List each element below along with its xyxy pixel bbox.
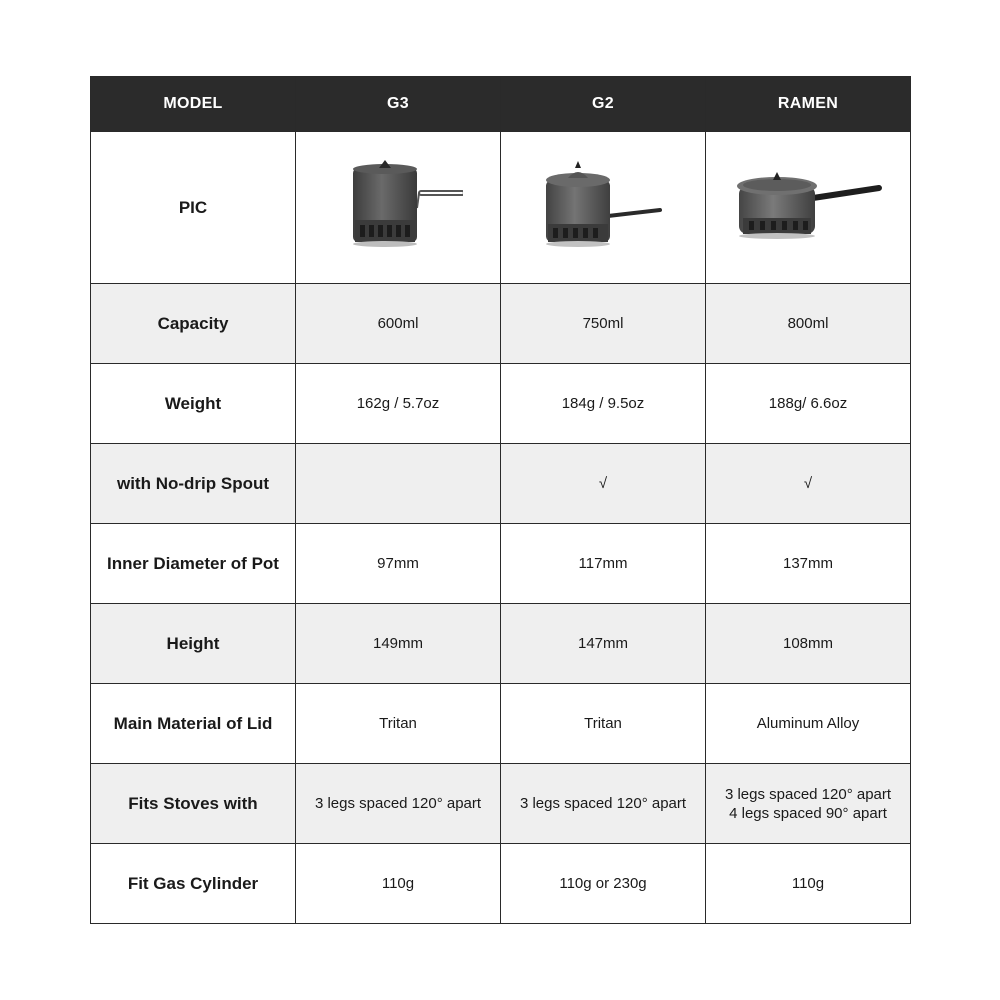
kettle-pot-with-spout-icon bbox=[538, 158, 668, 258]
row-label-pic: PIC bbox=[91, 132, 296, 284]
row-label-diameter: Inner Diameter of Pot bbox=[91, 524, 296, 604]
gas-cylinder-ramen: 110g bbox=[706, 844, 911, 924]
row-label-spout: with No-drip Spout bbox=[91, 444, 296, 524]
stoves-g3 bbox=[296, 764, 501, 844]
comparison-table bbox=[90, 76, 911, 924]
pic-cell-ramen bbox=[706, 132, 911, 284]
stoves-ramen-line-2: 4 legs spaced 90° apart bbox=[729, 804, 887, 822]
lid-material-ramen: Aluminum Alloy bbox=[706, 684, 911, 764]
stoves-g2-line: 3 legs spaced 120° apart bbox=[519, 795, 687, 812]
capacity-ramen: 800ml bbox=[706, 284, 911, 364]
weight-row bbox=[91, 364, 911, 444]
capacity-row bbox=[91, 284, 911, 364]
spout-g2-check: √ bbox=[501, 444, 706, 524]
pic-cell-g2 bbox=[501, 132, 706, 284]
row-label-stoves: Fits Stoves with bbox=[91, 764, 296, 844]
row-label-gas-cylinder: Fit Gas Cylinder bbox=[91, 844, 296, 924]
row-label-capacity: Capacity bbox=[91, 284, 296, 364]
spout-row bbox=[91, 444, 911, 524]
height-row bbox=[91, 604, 911, 684]
header-g3: G3 bbox=[296, 77, 501, 132]
lid-material-row bbox=[91, 684, 911, 764]
header-model: MODEL bbox=[91, 77, 296, 132]
row-label-weight: Weight bbox=[91, 364, 296, 444]
weight-g3: 162g / 5.7oz bbox=[296, 364, 501, 444]
row-label-lid-material: Main Material of Lid bbox=[91, 684, 296, 764]
tall-pot-with-folding-handle-icon bbox=[333, 158, 463, 258]
capacity-g2: 750ml bbox=[501, 284, 706, 364]
lid-material-g3: Tritan bbox=[296, 684, 501, 764]
diameter-ramen: 137mm bbox=[706, 524, 911, 604]
diameter-g2: 117mm bbox=[501, 524, 706, 604]
stoves-ramen-line-1: 3 legs spaced 120° apart bbox=[724, 785, 892, 803]
pic-row bbox=[91, 132, 911, 284]
height-g3: 149mm bbox=[296, 604, 501, 684]
header-g2: G2 bbox=[501, 77, 706, 132]
stoves-g2 bbox=[501, 764, 706, 844]
header-ramen: RAMEN bbox=[706, 77, 911, 132]
stoves-ramen bbox=[706, 764, 911, 844]
stoves-row bbox=[91, 764, 911, 844]
spout-g3 bbox=[296, 444, 501, 524]
spout-ramen-check: √ bbox=[706, 444, 911, 524]
header-row bbox=[91, 77, 911, 132]
lid-material-g2: Tritan bbox=[501, 684, 706, 764]
diameter-row bbox=[91, 524, 911, 604]
gas-cylinder-g2: 110g or 230g bbox=[501, 844, 706, 924]
stoves-g3-line: 3 legs spaced 120° apart bbox=[314, 795, 482, 812]
gas-cylinder-g3: 110g bbox=[296, 844, 501, 924]
weight-ramen: 188g/ 6.6oz bbox=[706, 364, 911, 444]
row-label-height: Height bbox=[91, 604, 296, 684]
weight-g2: 184g / 9.5oz bbox=[501, 364, 706, 444]
height-ramen: 108mm bbox=[706, 604, 911, 684]
pic-cell-g3 bbox=[296, 132, 501, 284]
diameter-g3: 97mm bbox=[296, 524, 501, 604]
height-g2: 147mm bbox=[501, 604, 706, 684]
wide-pot-with-long-handle-icon bbox=[733, 158, 883, 258]
capacity-g3: 600ml bbox=[296, 284, 501, 364]
gas-cylinder-row bbox=[91, 844, 911, 924]
